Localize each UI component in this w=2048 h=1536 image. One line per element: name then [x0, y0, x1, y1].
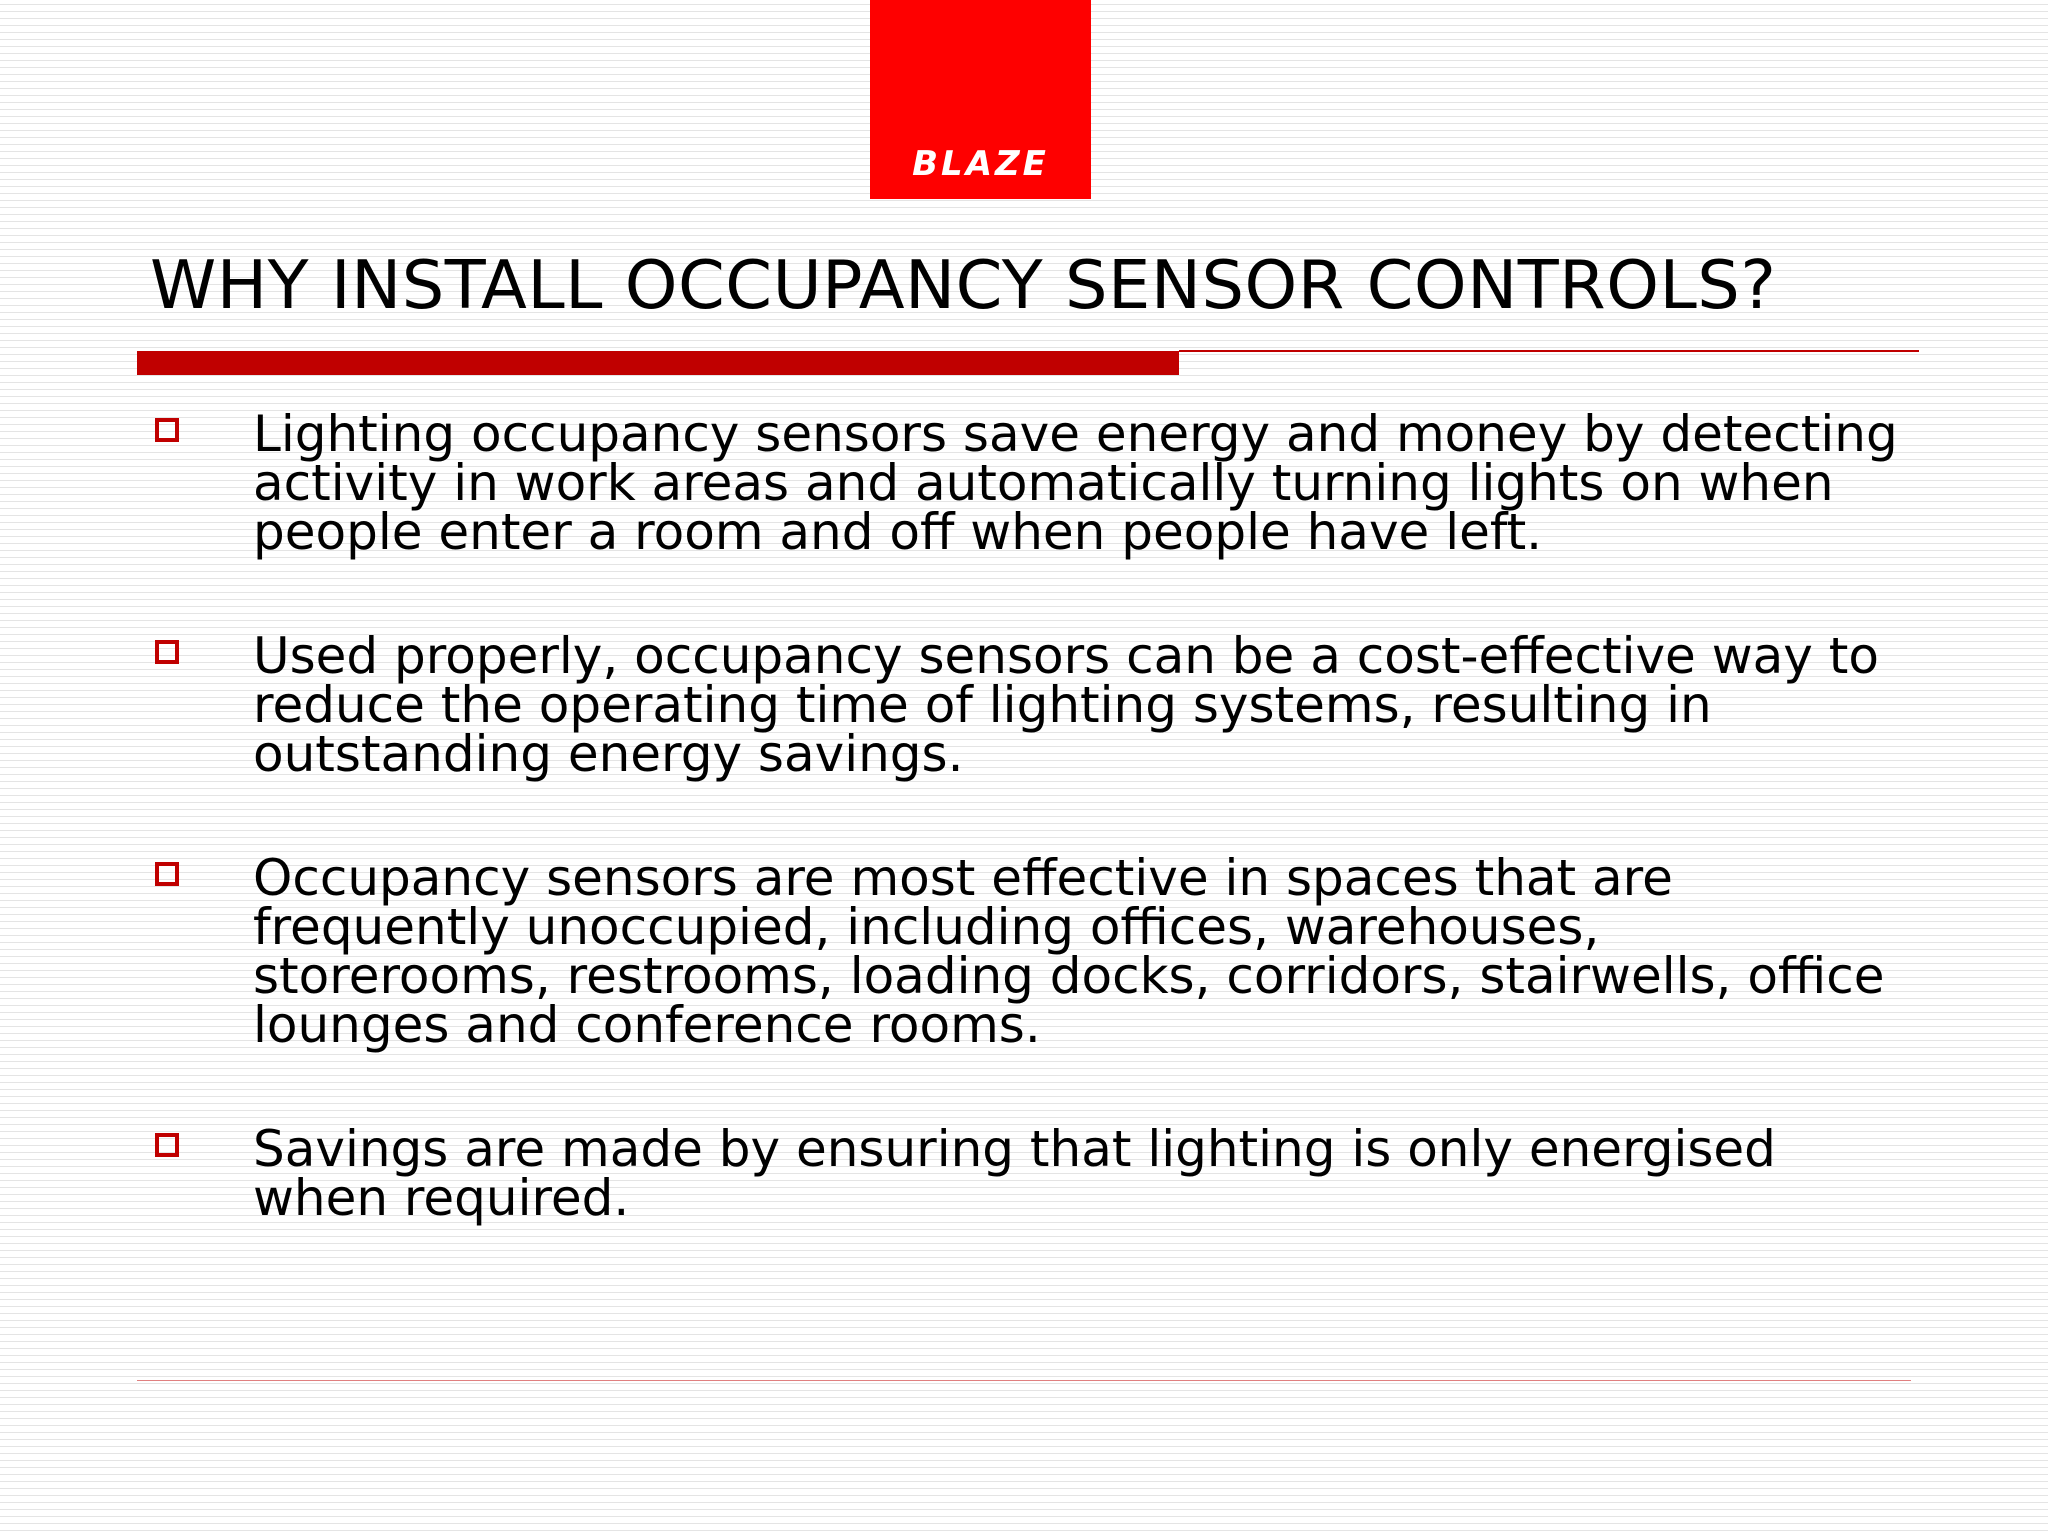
- bullet-text: Savings are made by ensuring that lighting is only energised when required.: [253, 1120, 1776, 1227]
- bullet-item: [150, 849, 1910, 1054]
- footer-divider: [137, 1380, 1911, 1381]
- brand-logo: [870, 0, 1091, 199]
- title-underline-thick: [137, 351, 1179, 375]
- square-bullet-icon: [155, 1133, 179, 1157]
- bullet-item: [150, 405, 1910, 561]
- bullet-item: [150, 627, 1910, 783]
- square-bullet-icon: [155, 640, 179, 664]
- title-underline-thin: [1179, 350, 1919, 352]
- bullet-text: Lighting occupancy sensors save energy and money by detecting activity in work areas and automatically turning lights on when people enter a room and off when people have left.: [253, 405, 1898, 561]
- brand-logo-text: BLAZE: [912, 144, 1049, 184]
- square-bullet-icon: [155, 418, 179, 442]
- bullet-item: [150, 1120, 1910, 1227]
- square-bullet-icon: [155, 862, 179, 886]
- bullet-list: [150, 405, 1910, 1298]
- bullet-text: Used properly, occupancy sensors can be a cost-effective way to reduce the operating time of lighting systems, resulting in outstanding energy savings.: [253, 627, 1879, 783]
- bullet-text: Occupancy sensors are most effective in spaces that are frequently unoccupied, including offices, warehouses, storerooms, restrooms, loading docks, corridors, stairwells, office lounges and conference rooms.: [253, 849, 1885, 1054]
- slide-title: WHY INSTALL OCCUPANCY SENSOR CONTROLS?: [150, 246, 1777, 324]
